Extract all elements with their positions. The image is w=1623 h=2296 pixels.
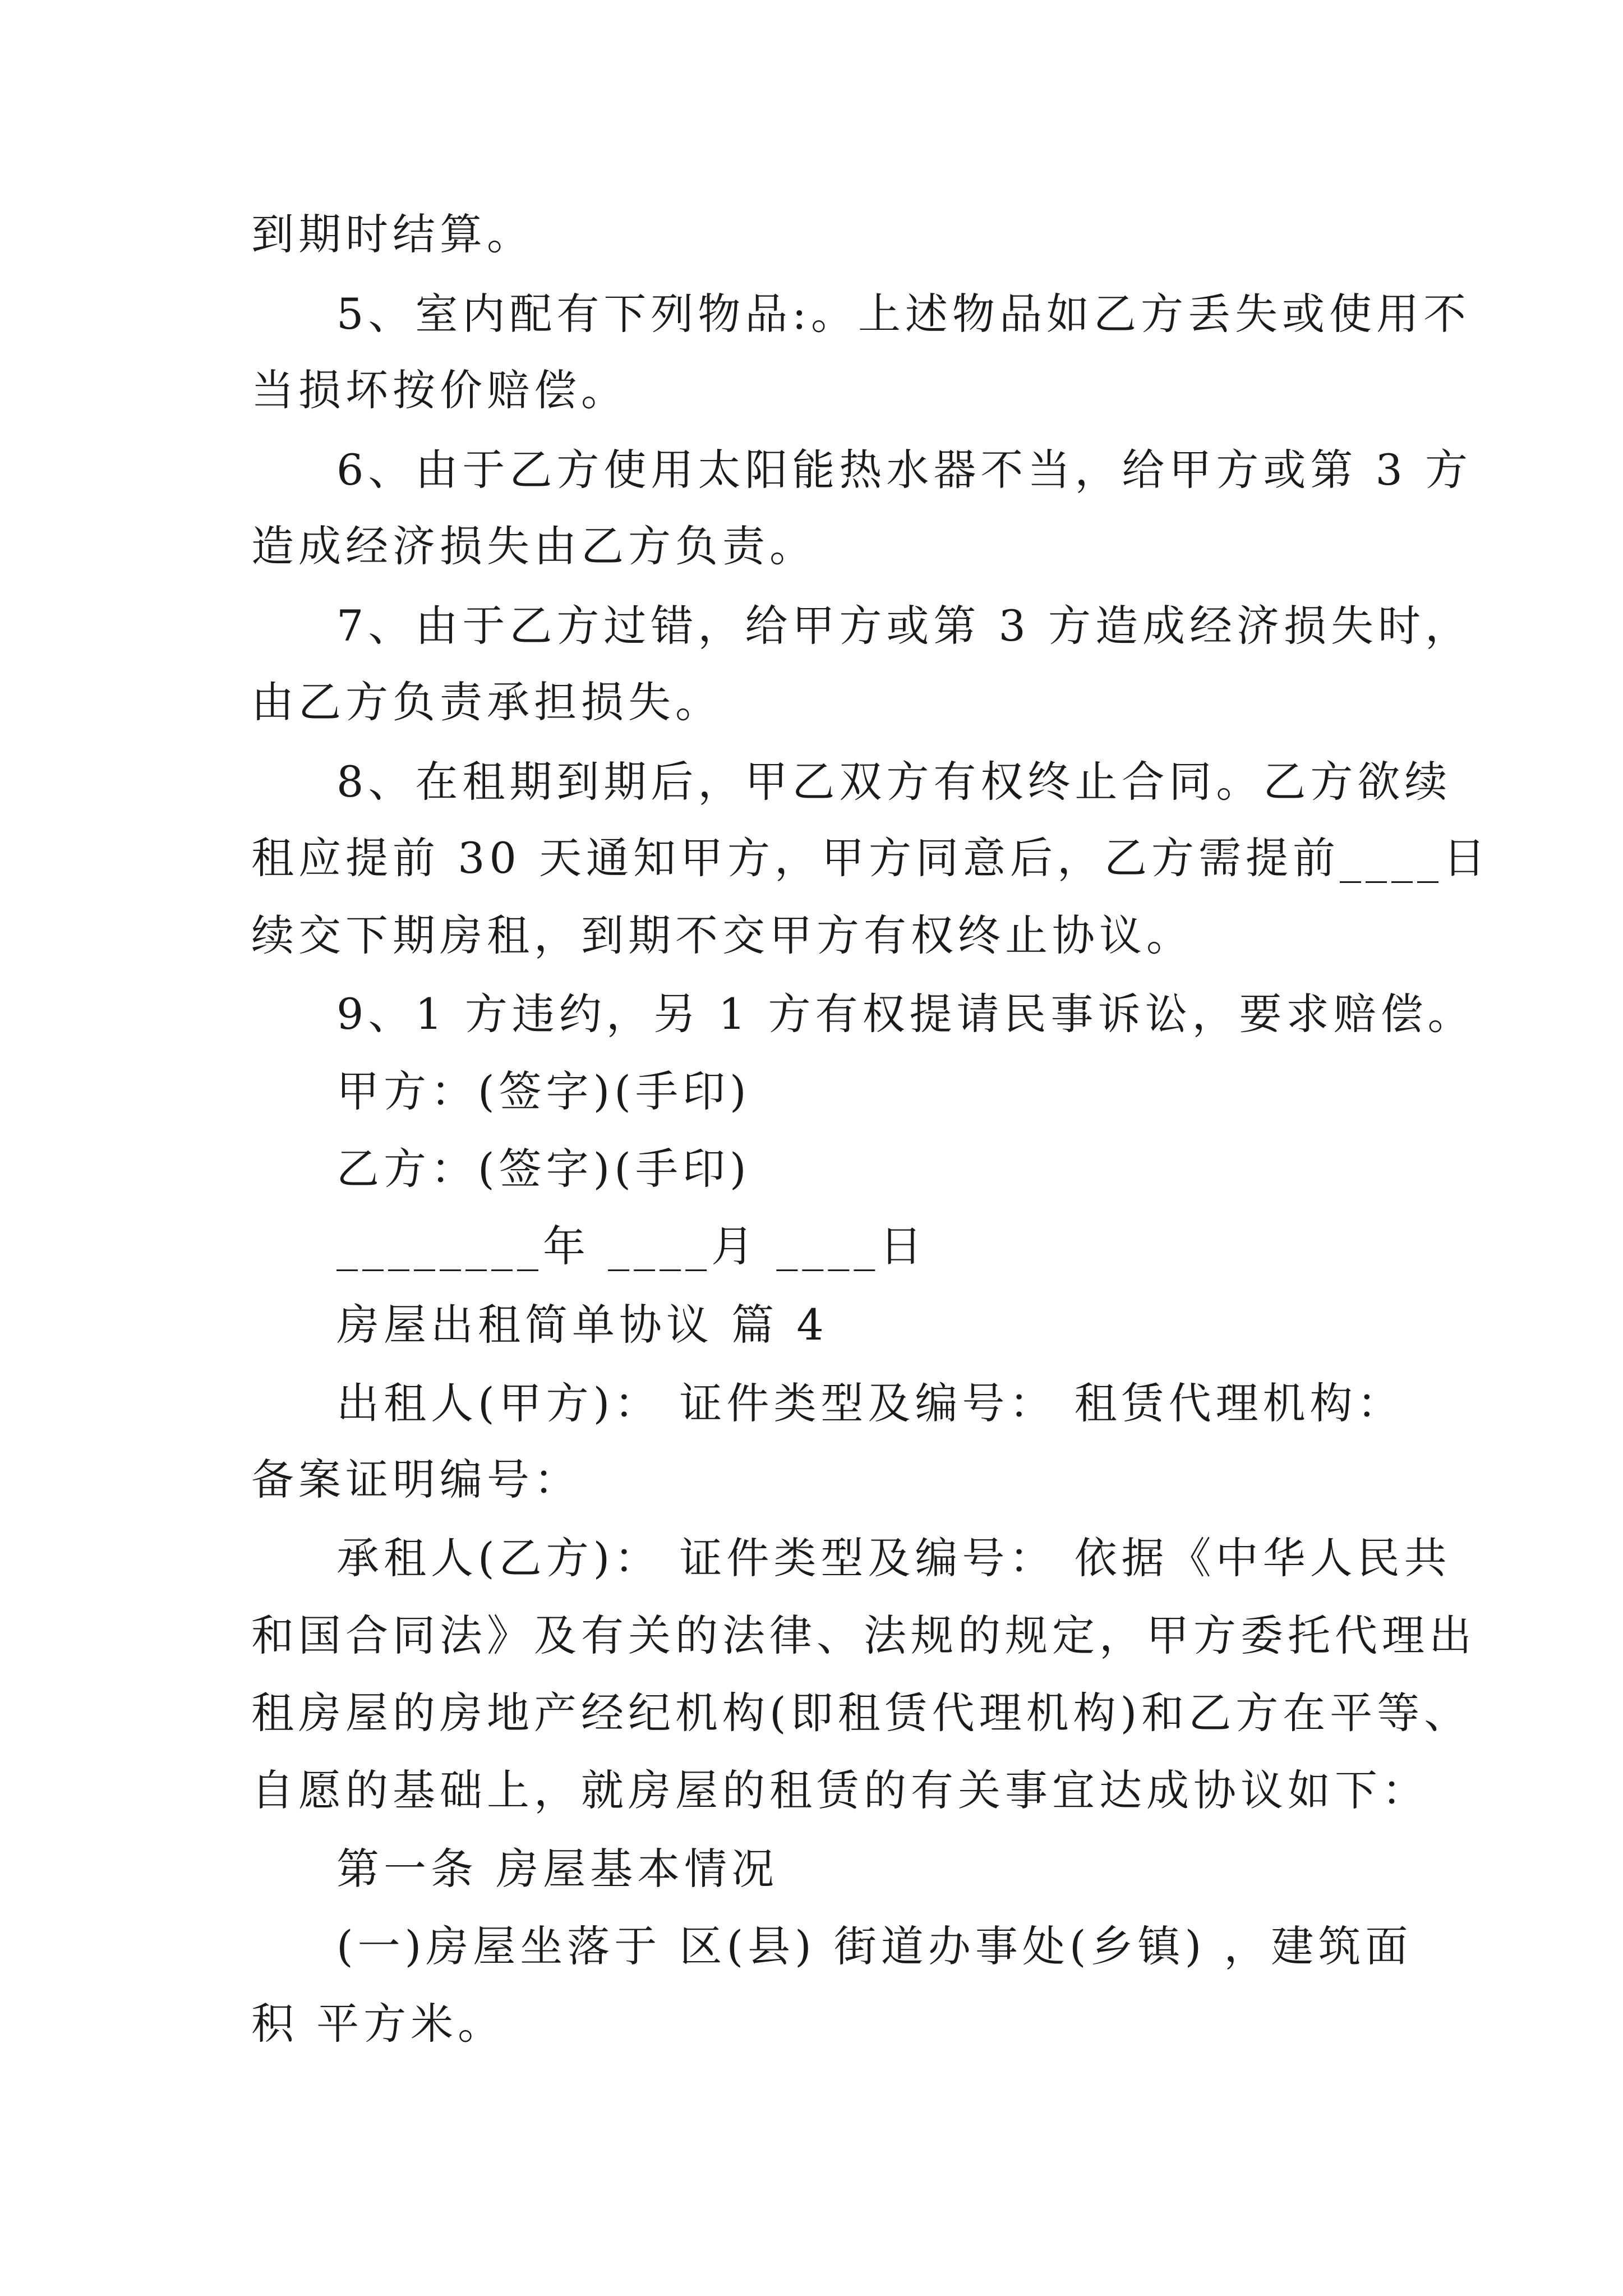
text-line: 自愿的基础上，就房屋的租赁的有关事宜达成协议如下： [251,1765,1429,1815]
text-line: 续交下期房租，到期不交甲方有权终止协议。 [251,910,1193,960]
section-heading: 房屋出租简单协议 篇 4 [336,1300,828,1350]
text-line: 5、室内配有下列物品:。上述物品如乙方丢失或使用不 [336,289,1470,339]
text-line: (一)房屋坐落于 区(县) 街道办事处(乡镇) ，建筑面 [336,1921,1413,1971]
text-line: 6、由于乙方使用太阳能热水器不当，给甲方或第 3 方 [336,445,1473,495]
text-line: 8、在租期到期后，甲乙双方有权终止合同。乙方欲续 [336,757,1452,807]
text-line: 租应提前 30 天通知甲方，甲方同意后，乙方需提前____日 [251,833,1491,883]
text-line: 租房屋的房地产经纪机构(即租赁代理机构)和乙方在平等、 [251,1688,1472,1738]
signature-party-b: 乙方：(签字)(手印) [336,1144,751,1194]
text-line: 出租人(甲方)： 证件类型及编号： 租赁代理机构： [336,1378,1404,1428]
text-line: 备案证明编号： [251,1455,581,1504]
text-line: 到期时结算。 [251,209,534,259]
date-line: ________年 ____月 ____日 [336,1221,927,1271]
text-line: 和国合同法》及有关的法律、法规的规定，甲方委托代理出 [251,1611,1476,1660]
text-line: 9、1 方违约，另 1 方有权提请民事诉讼，要求赔偿。 [336,989,1475,1039]
signature-party-a: 甲方：(签字)(手印) [336,1066,751,1116]
text-line: 由乙方负责承担损失。 [251,677,722,727]
text-line: 承租人(乙方)： 证件类型及编号： 依据《中华人民共 [336,1533,1451,1583]
text-line: 7、由于乙方过错，给甲方或第 3 方造成经济损失时， [336,601,1473,651]
article-heading: 第一条 房屋基本情况 [336,1844,779,1894]
text-line: 积 平方米。 [251,1999,505,2049]
text-line: 当损坏按价赔偿。 [251,365,628,415]
text-line: 造成经济损失由乙方负责。 [251,521,817,571]
